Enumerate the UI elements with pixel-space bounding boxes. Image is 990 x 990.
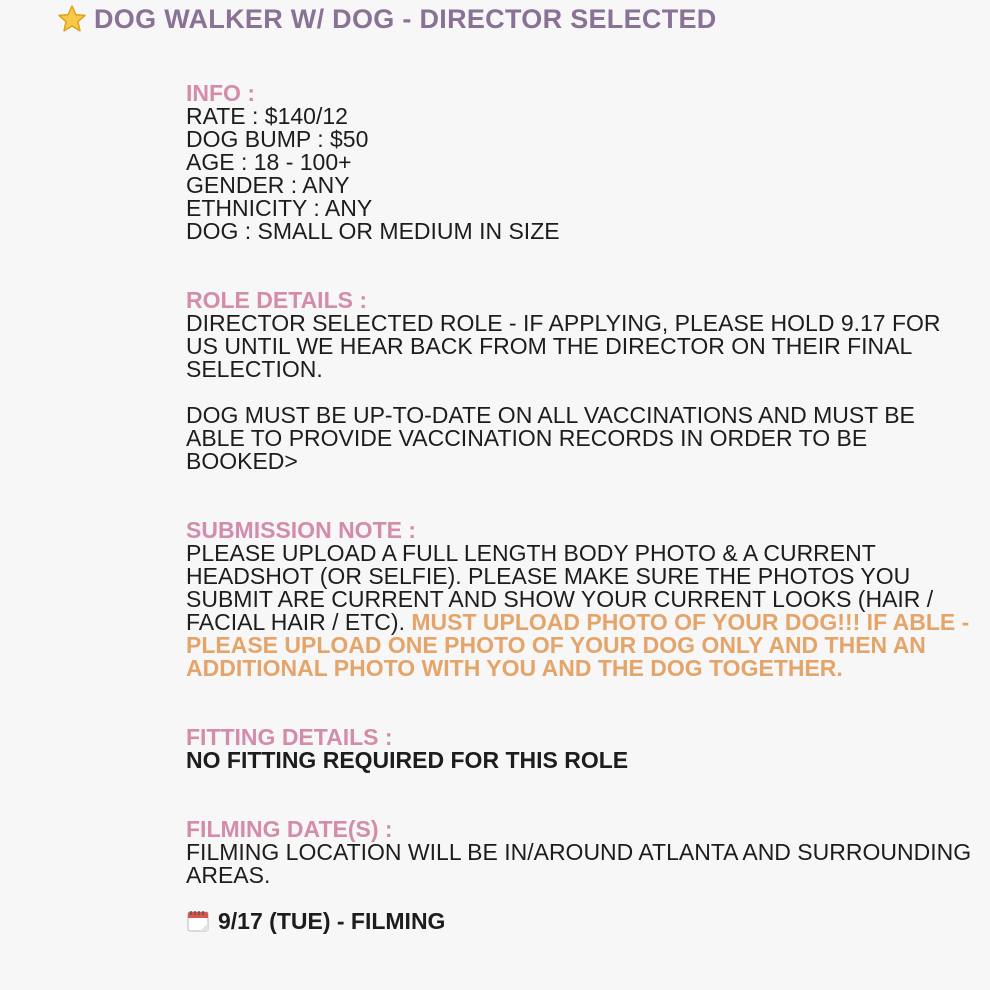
role-details-heading: ROLE DETAILS : <box>186 287 368 313</box>
title-row <box>57 2 717 36</box>
submission-note-text <box>186 542 976 680</box>
filming-date-row <box>186 907 976 935</box>
filming-location-text: FILMING LOCATION WILL BE IN/AROUND ATLANTA AND SURROUNDING AREAS. <box>186 839 972 888</box>
submission-note-body: PLEASE UPLOAD A FULL LENGTH BODY PHOTO & A CURRENT HEADSHOT (OR SELFIE). PLEASE MAKE SURE THE PHOTOS YOU SUBMIT ARE CURRENT AND SHOW YOUR CURRENT LOOKS (HAIR / FACIAL HAIR / ETC). <box>186 540 934 635</box>
dog-photo-warning: MUST UPLOAD PHOTO OF YOUR DOG!!! IF ABLE - PLEASE UPLOAD ONE PHOTO OF YOUR DOG ONLY AND THEN AN ADDITIONAL PHOTO WITH YOU AND THE DOG TOGETHER. <box>186 609 970 681</box>
filming-date: 9/17 (TUE) - FILMING <box>218 908 446 934</box>
info-gender: GENDER : ANY <box>186 172 350 198</box>
vaccination-paragraph: DOG MUST BE UP-TO-DATE ON ALL VACCINATIONS AND MUST BE ABLE TO PROVIDE VACCINATION RECORDS IN ORDER TO BE BOOKED> <box>186 402 915 474</box>
submission-note-heading: SUBMISSION NOTE : <box>186 517 417 543</box>
role-title: DOG WALKER W/ DOG - DIRECTOR SELECTED <box>94 4 717 34</box>
filming-dates-heading: FILMING DATE(S) : <box>186 816 393 842</box>
info-age: AGE : 18 - 100+ <box>186 149 352 175</box>
info-dog-bump: DOG BUMP : $50 <box>186 126 369 152</box>
calendar-icon <box>186 909 210 933</box>
role-content <box>186 82 976 935</box>
info-dog-size: DOG : SMALL OR MEDIUM IN SIZE <box>186 218 560 244</box>
info-ethnicity: ETHNICITY : ANY <box>186 195 373 221</box>
info-heading: INFO : <box>186 80 255 106</box>
fitting-details-text: NO FITTING REQUIRED FOR THIS ROLE <box>186 747 629 773</box>
star-icon <box>57 4 87 34</box>
fitting-details-heading: FITTING DETAILS : <box>186 724 393 750</box>
role-details-paragraph: DIRECTOR SELECTED ROLE - IF APPLYING, PLEASE HOLD 9.17 FOR US UNTIL WE HEAR BACK FROM THE DIRECTOR ON THEIR FINAL SELECTION. <box>186 310 941 382</box>
info-rate: RATE : $140/12 <box>186 103 348 129</box>
